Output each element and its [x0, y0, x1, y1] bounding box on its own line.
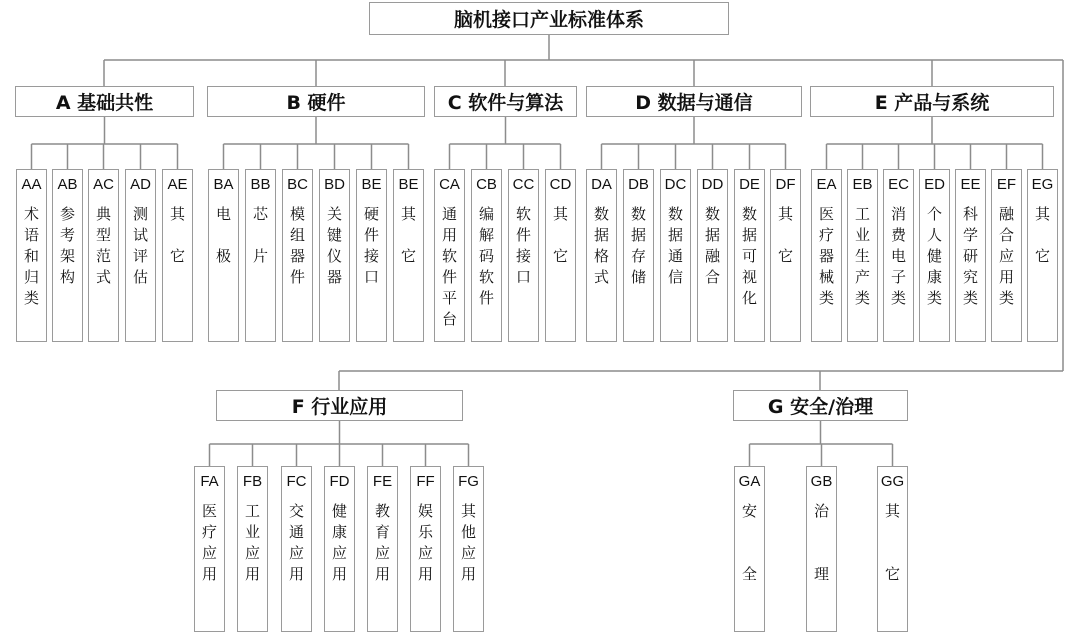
leaf-label: 其 它 — [400, 205, 416, 265]
leaf-ac — [88, 169, 119, 342]
leaf-code: FG — [458, 473, 479, 490]
leaf-label: 典 型 范 式 — [95, 205, 111, 286]
leaf-code: EF — [996, 176, 1017, 193]
leaf-gg — [877, 466, 908, 632]
category-title: B 硬件 — [286, 92, 346, 114]
category-g — [733, 390, 908, 421]
category-c — [434, 86, 577, 117]
leaf-code: CB — [476, 176, 497, 193]
leaf-ba — [208, 169, 239, 342]
leaf-ca — [434, 169, 465, 342]
leaf-be — [356, 169, 387, 342]
leaf-gb — [806, 466, 837, 632]
leaf-code: DA — [591, 176, 612, 193]
leaf-label: 安 全 — [741, 502, 757, 583]
leaf-code: FD — [329, 473, 350, 490]
category-title: E 产品与系统 — [874, 92, 990, 114]
category-title: C 软件与算法 — [447, 92, 564, 114]
category-e — [810, 86, 1054, 117]
leaf-fe — [367, 466, 398, 632]
leaf-code: AE — [167, 176, 188, 193]
leaf-code: AD — [130, 176, 151, 193]
leaf-code: DF — [775, 176, 796, 193]
leaf-bb — [245, 169, 276, 342]
leaf-ef — [991, 169, 1022, 342]
leaf-eb — [847, 169, 878, 342]
leaf-cb — [471, 169, 502, 342]
leaf-code: EB — [852, 176, 873, 193]
leaf-code: GG — [880, 473, 905, 490]
leaf-label: 医 疗 应 用 — [201, 502, 217, 583]
leaf-label: 测 试 评 估 — [132, 205, 148, 286]
category-title: D 数据与通信 — [635, 92, 753, 114]
leaf-code: EA — [816, 176, 837, 193]
leaf-code: AC — [93, 176, 114, 193]
leaf-label: 其 它 — [169, 205, 185, 265]
leaf-code: FE — [372, 473, 393, 490]
leaf-label: 编 解 码 软 件 — [478, 205, 494, 307]
leaf-fd — [324, 466, 355, 632]
leaf-code: CC — [512, 176, 535, 193]
leaf-code: DC — [664, 176, 687, 193]
leaf-label: 医 疗 器 械 类 — [818, 205, 834, 307]
leaf-code: DB — [628, 176, 649, 193]
leaf-label: 交 通 应 用 — [288, 502, 304, 583]
root-node — [369, 2, 729, 35]
leaf-de — [734, 169, 765, 342]
leaf-code: FB — [242, 473, 263, 490]
leaf-label: 数 据 格 式 — [593, 205, 609, 286]
leaf-label: 其 它 — [777, 205, 793, 265]
leaf-dc — [660, 169, 691, 342]
leaf-code: FF — [416, 473, 435, 490]
leaf-label: 工 业 应 用 — [244, 502, 260, 583]
category-f — [216, 390, 463, 421]
leaf-label: 其 它 — [1034, 205, 1050, 265]
leaf-label: 工 业 生 产 类 — [854, 205, 870, 307]
leaf-bc — [282, 169, 313, 342]
leaf-label: 电 极 — [215, 205, 231, 265]
leaf-code: AA — [21, 176, 42, 193]
leaf-label: 关 键 仪 器 — [326, 205, 342, 286]
leaf-code: GA — [738, 473, 761, 490]
leaf-eg — [1027, 169, 1058, 342]
leaf-label: 其 它 — [884, 502, 900, 583]
leaf-code: BB — [250, 176, 271, 193]
leaf-code: EC — [888, 176, 909, 193]
leaf-label: 术 语 和 归 类 — [23, 205, 39, 307]
leaf-label: 其 他 应 用 — [460, 502, 476, 583]
leaf-code: CA — [439, 176, 460, 193]
leaf-code: FC — [286, 473, 307, 490]
category-title: F 行业应用 — [291, 396, 388, 418]
leaf-ff — [410, 466, 441, 632]
leaf-code: BE — [398, 176, 419, 193]
category-title: G 安全/治理 — [767, 396, 874, 418]
leaf-label: 个 人 健 康 类 — [926, 205, 942, 307]
leaf-code: FA — [200, 473, 219, 490]
root-title: 脑机接口产业标准体系 — [453, 9, 644, 31]
leaf-fg — [453, 466, 484, 632]
leaf-label: 数 据 通 信 — [667, 205, 683, 286]
leaf-label: 通 用 软 件 平 台 — [441, 205, 457, 328]
leaf-code: BC — [287, 176, 308, 193]
leaf-df — [770, 169, 801, 342]
leaf-code: ED — [924, 176, 945, 193]
leaf-ad — [125, 169, 156, 342]
leaf-label: 硬 件 接 口 — [363, 205, 379, 286]
leaf-ec — [883, 169, 914, 342]
leaf-ed — [919, 169, 950, 342]
leaf-code: DE — [739, 176, 760, 193]
leaf-label: 数 据 融 合 — [704, 205, 720, 286]
leaf-ea — [811, 169, 842, 342]
leaf-label: 科 学 研 究 类 — [962, 205, 978, 307]
leaf-da — [586, 169, 617, 342]
leaf-dd — [697, 169, 728, 342]
leaf-label: 芯 片 — [252, 205, 268, 265]
leaf-ga — [734, 466, 765, 632]
leaf-label: 消 费 电 子 类 — [890, 205, 906, 307]
leaf-fb — [237, 466, 268, 632]
leaf-code: EG — [1031, 176, 1054, 193]
leaf-cd — [545, 169, 576, 342]
leaf-code: DD — [701, 176, 724, 193]
leaf-db — [623, 169, 654, 342]
category-d — [586, 86, 802, 117]
leaf-fa — [194, 466, 225, 632]
leaf-fc — [281, 466, 312, 632]
leaf-code: BA — [213, 176, 234, 193]
leaf-label: 参 考 架 构 — [59, 205, 75, 286]
leaf-label: 数 据 可 视 化 — [741, 205, 757, 307]
leaf-cc — [508, 169, 539, 342]
leaf-ae — [162, 169, 193, 342]
leaf-code: AB — [57, 176, 78, 193]
leaf-ab — [52, 169, 83, 342]
leaf-label: 娱 乐 应 用 — [417, 502, 433, 583]
leaf-label: 教 育 应 用 — [374, 502, 390, 583]
leaf-label: 融 合 应 用 类 — [998, 205, 1014, 307]
leaf-be — [393, 169, 424, 342]
leaf-label: 健 康 应 用 — [331, 502, 347, 583]
leaf-label: 其 它 — [552, 205, 568, 265]
leaf-label: 模 组 器 件 — [289, 205, 305, 286]
leaf-code: BD — [324, 176, 345, 193]
leaf-label: 软 件 接 口 — [515, 205, 531, 286]
leaf-code: CD — [549, 176, 572, 193]
leaf-bd — [319, 169, 350, 342]
leaf-code: GB — [810, 473, 833, 490]
leaf-ee — [955, 169, 986, 342]
leaf-label: 数 据 存 储 — [630, 205, 646, 286]
leaf-code: BE — [361, 176, 382, 193]
leaf-aa — [16, 169, 47, 342]
leaf-label: 治 理 — [813, 502, 829, 583]
category-a — [15, 86, 194, 117]
category-title: A 基础共性 — [55, 92, 154, 114]
category-b — [207, 86, 425, 117]
leaf-code: EE — [960, 176, 981, 193]
